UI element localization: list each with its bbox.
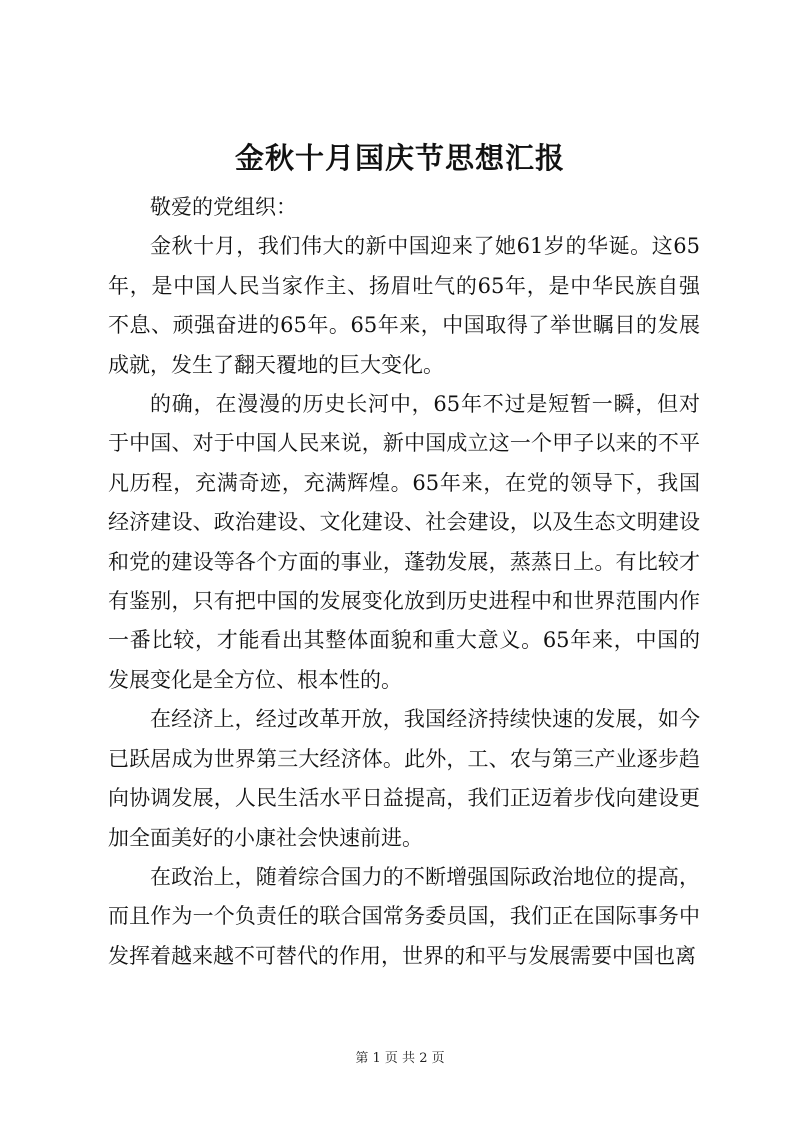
paragraph-4: 在政治上，随着综合国力的不断增强国际政治地位的提高，而且作为一个负责任的联合国常务委员国，我们正在国际事务中发挥着越来越不可替代的作用，世界的和平与发展需要中国也离: [108, 864, 700, 968]
paragraph-1: 金秋十月，我们伟大的新中国迎来了她61岁的华诞。这65年，是中国人民当家作主、扬眉吐气的65年，是中华民族自强不息、顽强奋进的65年。65年来，中国取得了举世瞩目的发展成就，发生了翻天覆地的巨大变化。: [108, 234, 700, 377]
page-number-footer: 第 1 页 共 2 页: [355, 1051, 445, 1066]
document-title: 金秋十月国庆节思想汇报: [234, 141, 565, 175]
document-body: [108, 188, 700, 976]
salutation: 敬爱的党组织：: [150, 195, 297, 219]
paragraph-2: 的确，在漫漫的历史长河中，65年不过是短暂一瞬，但对于中国、对于中国人民来说，新中国成立这一个甲子以来的不平凡历程，充满奇迹，充满辉煌。65年来，在党的领导下，我国经济建设、政治建设、文化建设、社会建设，以及生态文明建设和党的建设等各个方面的事业，蓬勃发展，蒸蒸日上。有比较才有鉴别，只有把中国的发展变化放到历史进程中和世界范围内作一番比较，才能看出其整体面貌和重大意义。65年来，中国的发展变化是全方位、根本性的。: [108, 392, 700, 692]
paragraph-3: 在经济上，经过改革开放，我国经济持续快速的发展，如今已跃居成为世界第三大经济体。此外，工、农与第三产业逐步趋向协调发展，人民生活水平日益提高，我们正迈着步伐向建设更加全面美好的小康社会快速前进。: [108, 707, 700, 850]
